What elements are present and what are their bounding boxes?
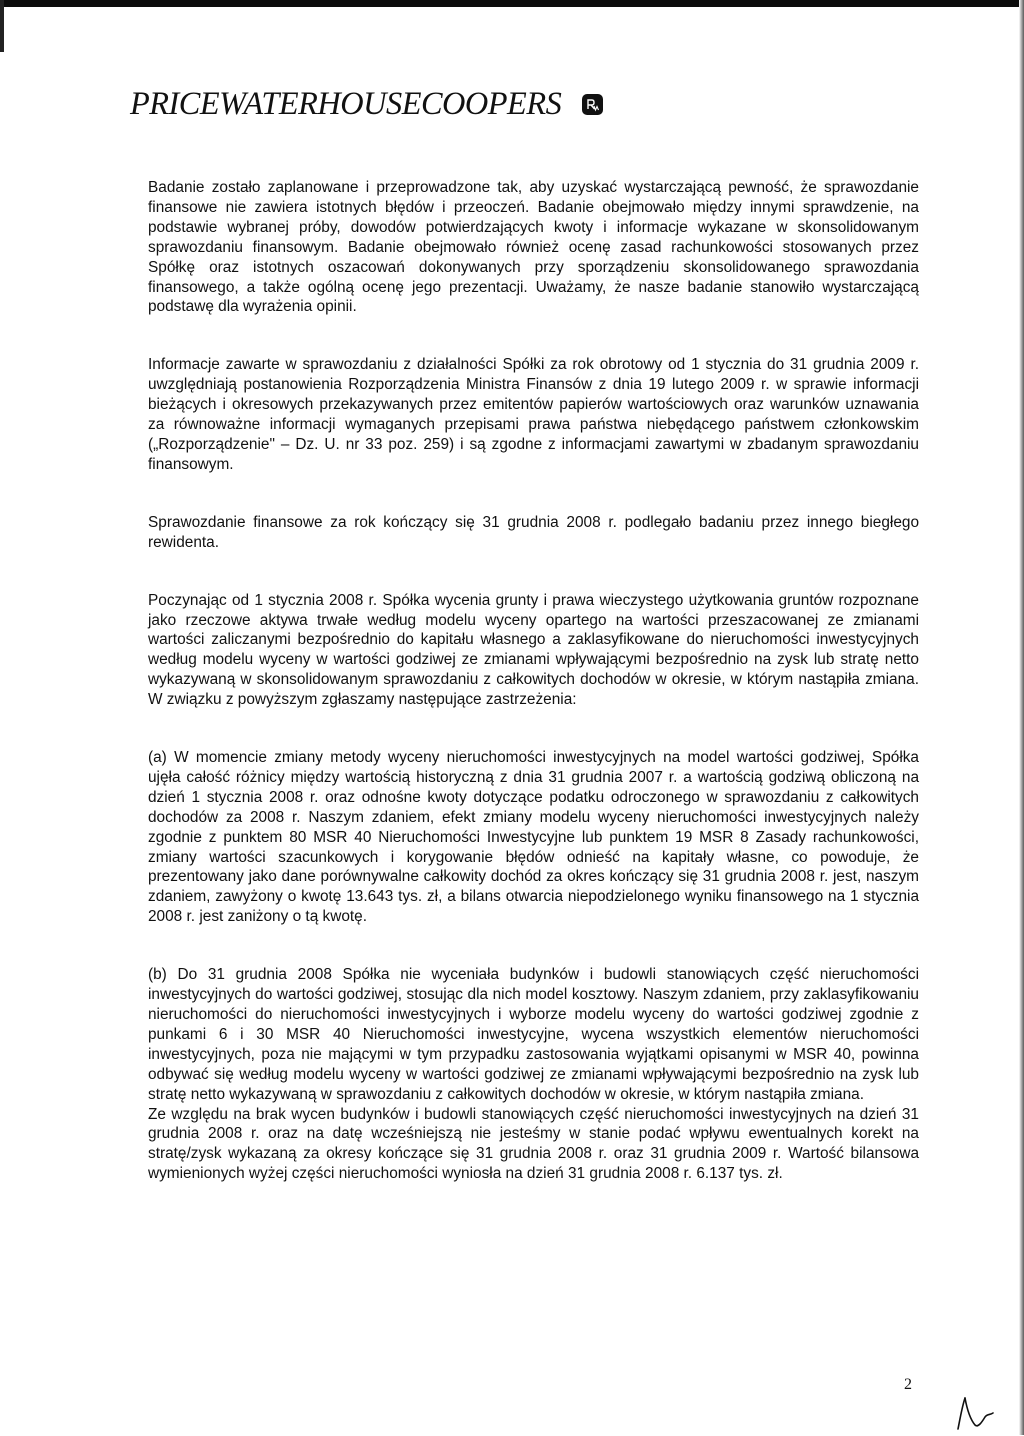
logo-wordmark: PRICEWATERHOUSECOOPERS	[130, 86, 562, 122]
company-logo	[130, 86, 603, 123]
paragraph-prior-year-audit: Sprawozdanie finansowe za rok kończący się 31 grudnia 2008 r. podlegało badaniu przez innego biegłego rewidenta.	[148, 513, 919, 551]
paragraph-qualification-b: (b) Do 31 grudnia 2008 Spółka nie wyceniała budynków i budowli stanowiących część nieruchomości inwestycyjnych do wartości godziwej, stosując dla nich model kosztowy. Naszym zdaniem, przy zaklasyfikowaniu nieruchomości do nieruchomości inwestycyjnych i wyborze modelu wyceny do wartości godziwej zgodnie z punkami 6 i 30 MSR 40 Nieruchomości inwestycyjne, wycena wszystkich elementów nieruchomości inwestycyjnych, poza nie mającymi w tym przypadku zastosowania wyjątkami opisanymi w MSR 40, powinna odbywać się według modelu wyceny w wartości godziwej ze zmianami wpływającymi bezpośrednio na zysk lub stratę netto wykazywaną w sprawozdaniu z całkowitych dochodów w okresie, w którym nastąpiła zmiana.	[148, 966, 919, 1103]
handwritten-initials	[950, 1395, 996, 1436]
scan-edge-left	[0, 0, 4, 52]
scan-edge-right	[1019, 0, 1024, 1435]
page-number: 2	[904, 1376, 912, 1393]
paragraph-valuation-change: Poczynając od 1 stycznia 2008 r. Spółka wycenia grunty i prawa wieczystego użytkowania gruntów rozpoznane jako rzeczowe aktywa trwałe według modelu wyceny opartego na wartości przeszacowanej ze zmianami wartości zaliczanymi bezpośrednio do kapitału własnego a zaklasyfikowane do nieruchomości inwestycyjnych według modelu wyceny w wartości godziwej ze zmianami wpływającymi bezpośrednio na zysk lub stratę netto wykazywaną w skonsolidowanym sprawozdaniu z całkowitych dochodów w okresie, w którym nastąpiła zmiana. W związku z powyższym zgłaszamy następujące zastrzeżenia:	[148, 591, 919, 709]
paragraph-qualification-a: (a) W momencie zmiany metody wyceny nieruchomości inwestycyjnych na model wartości godziwej, Spółka ujęła całość różnicy między wartością historyczną z dnia 31 grudnia 2007 r. a wartością godziwą obliczoną na dzień 1 stycznia 2008 r. oraz odnośne kwoty dotyczące podatku odroczonego w sprawozdaniu z całkowitych dochodów za 2008 r. Naszym zdaniem, efekt zmiany modelu wyceny nieruchomości inwestycyjnych należy zgodnie z punktem 80 MSR 40 Nieruchomości Inwestycyjne lub punktem 19 MSR 8 Zasady rachunkowości, zmiany wartości szacunkowych i korygowanie błędów odnieść na kapitały własne, co powoduje, że prezentowany jako dane porównywalne całkowity dochód za okres kończący się 31 grudnia 2008 r. jest, naszym zdaniem, zawyżony o kwotę 13.643 tys. zł, a bilans otwarcia niepodzielonego wyniku finansowego na 1 stycznia 2008 r. jest zaniżony o tą kwotę.	[148, 749, 919, 926]
paragraph-management-report: Informacje zawarte w sprawozdaniu z działalności Spółki za rok obrotowy od 1 stycznia do 31 grudnia 2009 r. uwzględniają postanowienia Rozporządzenia Ministra Finansów z dnia 19 lutego 2009 r. w sprawie informacji bieżących i okresowych przekazywanych przez emitentów papierów wartościowych oraz warunków uznawania za równoważne informacji wymaganych przepisami prawa państwa niebędącego państwem członkowskim („Rozporządzenie" – Dz. U. nr 33 poz. 259) i są zgodne z informacjami zawartymi w zbadanym sprawozdaniu finansowym.	[148, 356, 919, 473]
document-body	[148, 178, 919, 1222]
scan-edge-top	[0, 0, 1024, 7]
paragraph-valuation-impact: Ze względu na brak wycen budynków i budowli stanowiących część nieruchomości inwestycyjnych na dzień 31 grudnia 2008 r. oraz na datę wcześniejszą nie jesteśmy w stanie podać wpływu ewentualnych korekt na stratę/zysk wykazaną za okresy kończące się 31 grudnia 2008 r. oraz 31 grudnia 2009 r. Wartość bilansowa wymienionych wyżej części nieruchomości wyniosła na dzień 31 grudnia 2008 r. 6.137 tys. zł.	[148, 1105, 919, 1183]
logo-seal-icon	[582, 94, 603, 115]
paragraph-audit-scope: Badanie zostało zaplanowane i przeprowadzone tak, aby uzyskać wystarczającą pewność, że sprawozdanie finansowe nie zawiera istotnych błędów i przeoczeń. Badanie obejmowało między innymi sprawdzenie, na podstawie wybranej próby, dowodów potwierdzających kwoty i informacje wykazane w skonsolidowanym sprawozdaniu finansowym. Badanie obejmowało również ocenę zasad rachunkowości stosowanych przez Spółkę oraz istotnych oszacowań dokonywanych przy sporządzeniu skonsolidowanego sprawozdania finansowego, a także ogólną ocenę jego prezentacji. Uważamy, że nasze badanie stanowiło wystarczającą podstawę dla wyrażenia opinii.	[148, 179, 919, 316]
